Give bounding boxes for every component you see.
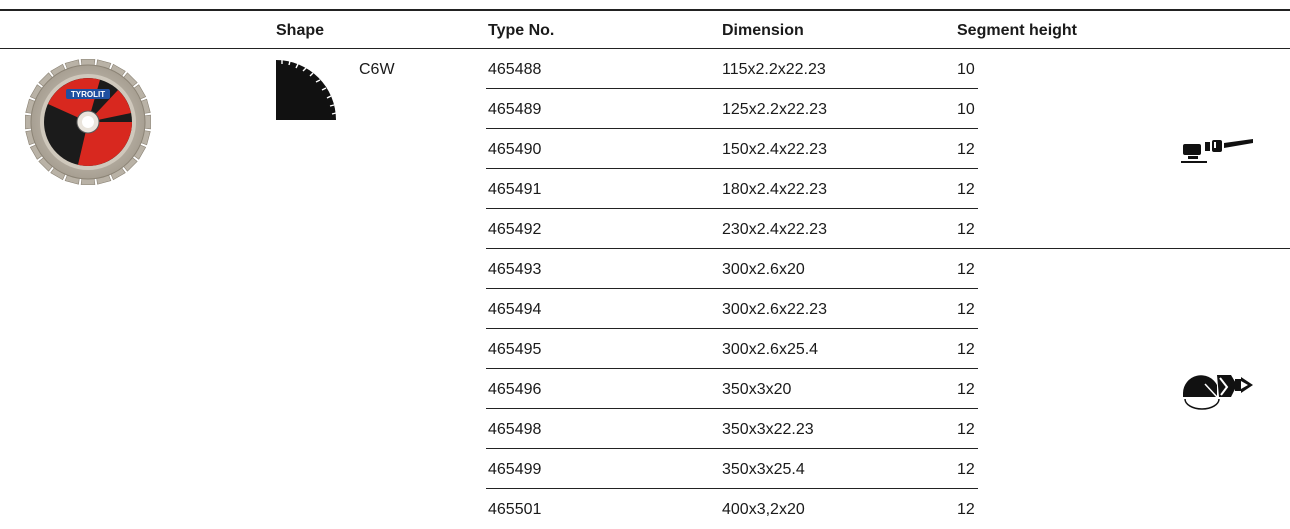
table-row xyxy=(486,169,1010,209)
shape-code: C6W xyxy=(359,61,395,78)
segment-height-cell: 12 xyxy=(957,461,975,478)
segmented-blade-shape-icon xyxy=(276,58,338,120)
table-row xyxy=(486,129,1010,169)
segment-height-cell: 10 xyxy=(957,101,975,118)
disc-brand-logo: TYROLIT xyxy=(70,90,106,99)
segment-height-cell: 12 xyxy=(957,141,975,158)
dimension-cell: 350x3x22.23 xyxy=(722,421,814,438)
type-no-cell: 465488 xyxy=(488,61,542,78)
segment-height-cell: 12 xyxy=(957,301,975,318)
type-no-cell: 465494 xyxy=(488,301,542,318)
dimension-cell: 350x3x20 xyxy=(722,381,792,398)
type-no-cell: 465490 xyxy=(488,141,542,158)
type-no-cell: 465491 xyxy=(488,181,542,198)
table-row xyxy=(486,89,1010,129)
table-row xyxy=(486,49,1010,89)
dimension-cell: 300x2.6x22.23 xyxy=(722,301,827,318)
dimension-cell: 300x2.6x20 xyxy=(722,261,805,278)
angle-grinder-icon xyxy=(1181,134,1255,164)
type-no-cell: 465493 xyxy=(488,261,542,278)
group-divider xyxy=(486,248,1290,249)
dimension-cell: 300x2.6x25.4 xyxy=(722,341,819,358)
segment-height-cell: 12 xyxy=(957,261,975,278)
header-type-no: Type No. xyxy=(488,22,555,39)
segment-height-cell: 12 xyxy=(957,221,975,238)
segment-height-cell: 10 xyxy=(957,61,975,78)
segment-height-cell: 12 xyxy=(957,341,975,358)
table-row xyxy=(486,449,1010,489)
header-dimension: Dimension xyxy=(722,22,804,39)
type-no-cell: 465499 xyxy=(488,461,542,478)
type-no-cell: 465492 xyxy=(488,221,542,238)
dimension-cell: 230x2.4x22.23 xyxy=(722,221,827,238)
segment-height-cell: 12 xyxy=(957,501,975,518)
table-row xyxy=(486,249,1010,289)
header-segment-height: Segment height xyxy=(957,22,1078,39)
table-header-row xyxy=(0,11,1290,49)
segment-height-cell: 12 xyxy=(957,381,975,398)
table-row xyxy=(486,289,1010,329)
dimension-cell: 400x3,2x20 xyxy=(722,501,805,518)
header-shape: Shape xyxy=(276,22,325,39)
dimension-cell: 180x2.4x22.23 xyxy=(722,181,827,198)
type-no-cell: 465501 xyxy=(488,501,542,518)
diamond-blade-disc xyxy=(2,58,172,186)
type-no-cell: 465498 xyxy=(488,421,542,438)
type-no-cell: 465496 xyxy=(488,381,542,398)
table-row xyxy=(486,409,1010,449)
dimension-cell: 350x3x25.4 xyxy=(722,461,805,478)
table-row xyxy=(486,489,1010,529)
dimension-cell: 150x2.4x22.23 xyxy=(722,141,827,158)
segment-height-cell: 12 xyxy=(957,421,975,438)
type-no-cell: 465495 xyxy=(488,341,542,358)
dimension-cell: 115x2.2x22.23 xyxy=(722,61,826,78)
dimension-cell: 125x2.2x22.23 xyxy=(722,101,827,118)
table-row xyxy=(486,329,1010,369)
table-row xyxy=(486,209,1010,249)
cut-off-saw-icon xyxy=(1179,367,1257,411)
table-row xyxy=(486,369,1010,409)
segment-height-cell: 12 xyxy=(957,181,975,198)
product-table xyxy=(486,49,1010,529)
type-no-cell: 465489 xyxy=(488,101,542,118)
